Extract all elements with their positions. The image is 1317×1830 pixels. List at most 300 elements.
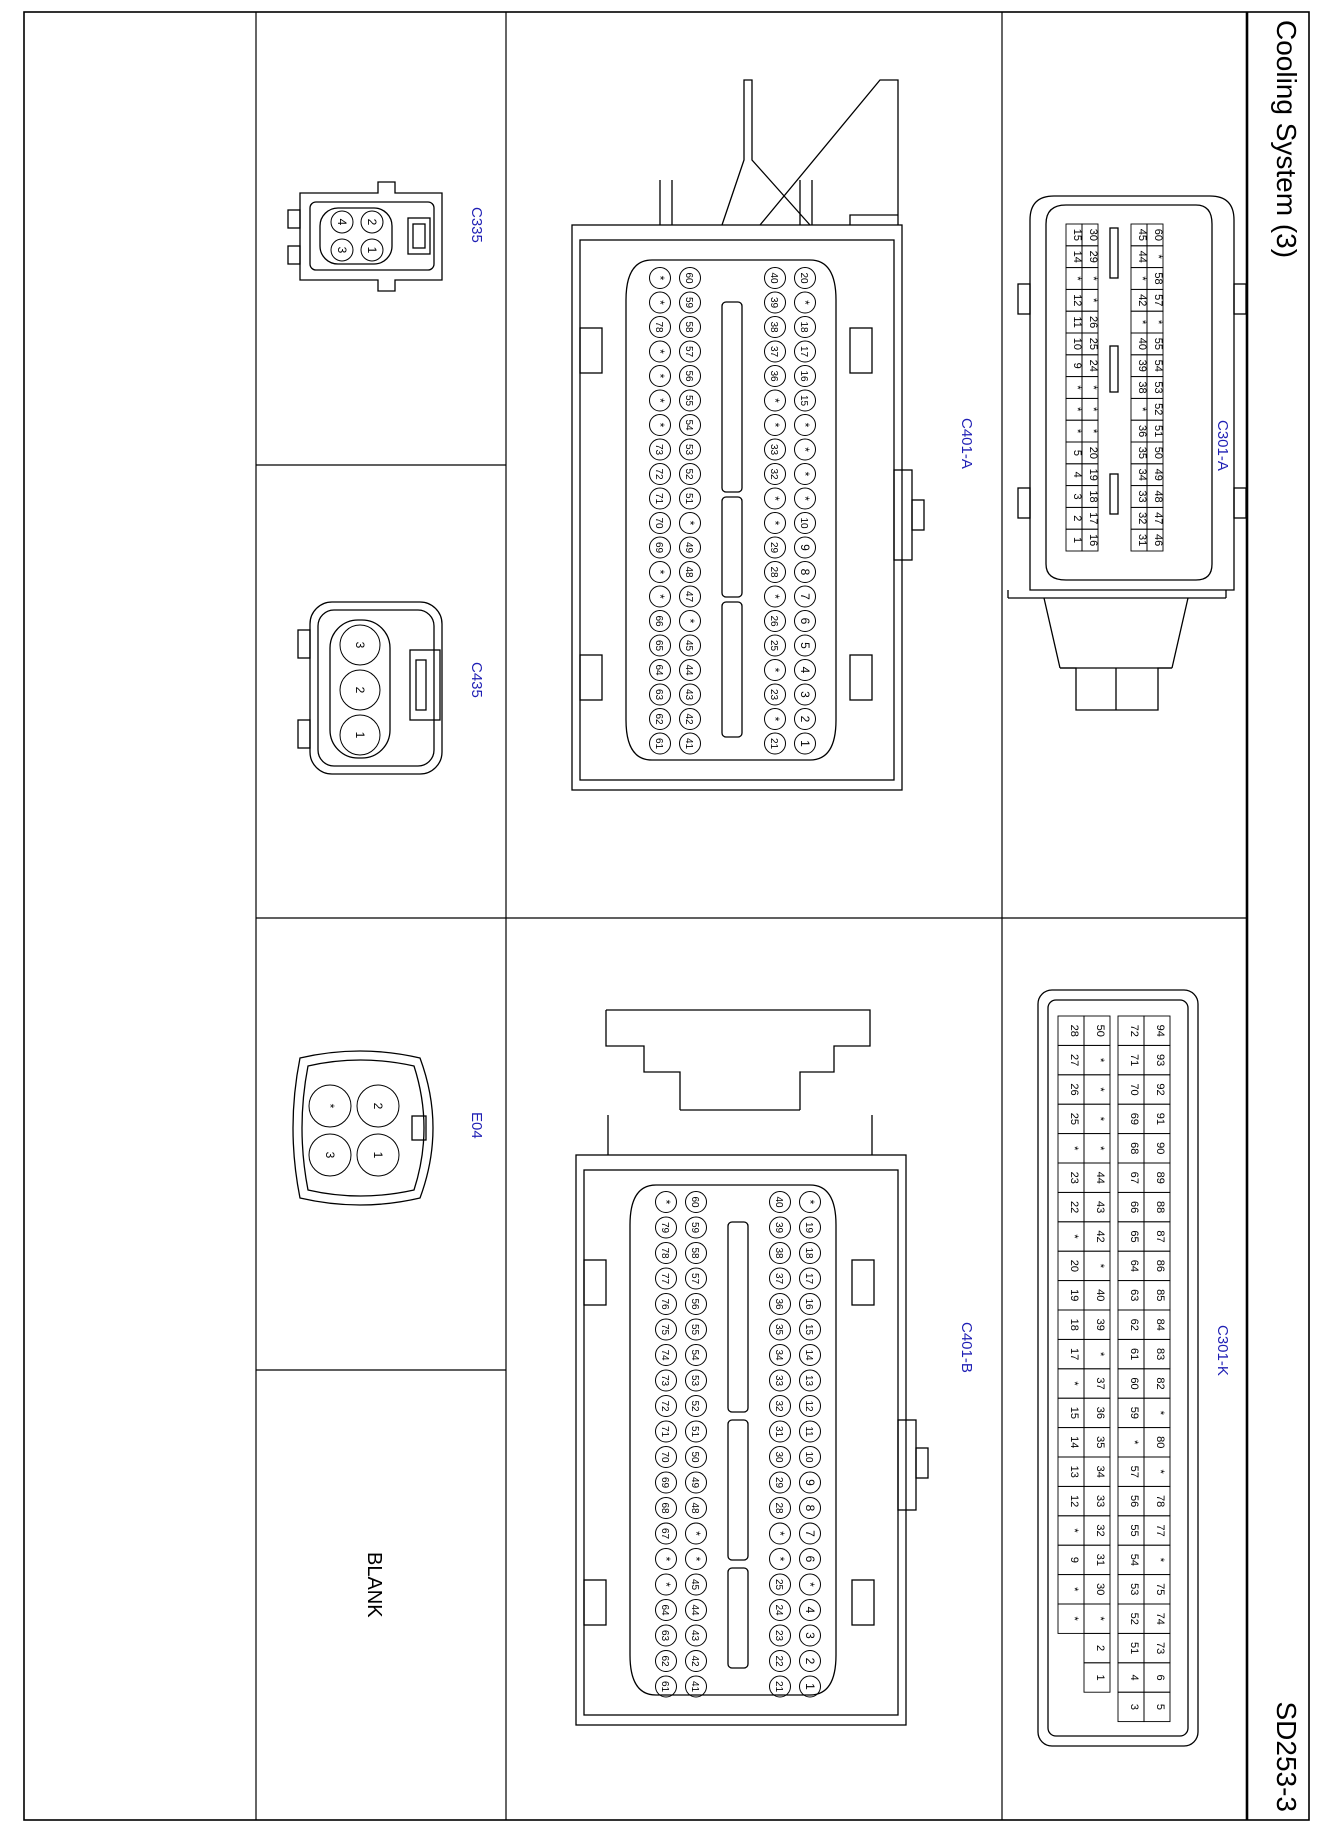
c401b-pin-label: 3 (803, 1632, 817, 1639)
c301a-cell-label: 30 (1087, 228, 1099, 242)
blank-label: BLANK (363, 1552, 385, 1618)
c401a-pin-label: 23 (768, 688, 779, 701)
c301k-cell-label: 54 (1128, 1553, 1140, 1567)
c401a-pin-label: 17 (798, 345, 809, 358)
c401b-pin-label: * (689, 1531, 703, 1536)
c301k-cell-label: * (1068, 1616, 1080, 1621)
c301k-cell-label: 30 (1094, 1583, 1106, 1596)
c435-label: C435 (468, 662, 485, 698)
c401b-pin-label: 59 (689, 1221, 700, 1234)
c401b-pin-label: 76 (659, 1298, 670, 1310)
c401b-body (576, 1010, 928, 1725)
c301a-cell-label: * (1087, 407, 1099, 412)
c301a-cell-label: 33 (1136, 490, 1148, 503)
c301k-cell-label: 92 (1154, 1083, 1166, 1096)
c301k-cell-label: * (1094, 1087, 1106, 1092)
c401a-pin-label: 70 (653, 517, 664, 529)
c301k-cell-label: 17 (1068, 1347, 1080, 1361)
c301k-cell-label: * (1068, 1234, 1080, 1239)
c301k-cell-label: 68 (1128, 1142, 1140, 1155)
c401a-pin-label: 52 (683, 468, 694, 480)
c401a-pin-label: 25 (768, 639, 779, 652)
c435-pins (340, 625, 380, 755)
c401b-pin-label: 11 (803, 1426, 814, 1437)
c301k-cell-label: 66 (1128, 1200, 1140, 1214)
c301k-cell-label: * (1094, 1616, 1106, 1621)
c401b-pin-label: * (659, 1582, 673, 1587)
c401a-pin-label: 6 (798, 617, 812, 625)
c401a-pin-label: 37 (768, 345, 779, 358)
c401b-pin-label: 37 (773, 1272, 784, 1285)
c401b-pin-label: * (659, 1556, 673, 1562)
c301k-cell-label: 51 (1128, 1641, 1140, 1655)
c401b-pin-label: 22 (773, 1655, 784, 1667)
c401b-pin-label: 72 (659, 1400, 670, 1412)
c301a-cell-label: 45 (1136, 228, 1148, 242)
c401b-pin-label: * (773, 1531, 787, 1536)
c301k-cell-label: 85 (1154, 1289, 1166, 1302)
c401a-pin-label: 5 (798, 642, 812, 649)
c401a-pin-label: 28 (768, 566, 779, 578)
c401b-pin-label: 44 (689, 1604, 700, 1616)
c301k-cell-label: 37 (1094, 1377, 1106, 1390)
c301a-cell-label: 57 (1152, 294, 1164, 307)
c335-pin-label: 1 (365, 246, 379, 254)
c401b-pin-label: 79 (659, 1221, 670, 1234)
c401b-pin-label: 38 (773, 1247, 784, 1259)
c301k-cell-label: 69 (1128, 1112, 1140, 1126)
c401a-pin-label: 78 (653, 321, 664, 333)
c401b-pin-label: 24 (773, 1604, 784, 1616)
c401a-pin-label: * (768, 422, 782, 428)
e04-pin-label: 3 (323, 1151, 337, 1159)
c401a-pin-label: 32 (768, 468, 779, 480)
c401a-pin-label: 71 (653, 492, 664, 505)
c401b-pin-label: 15 (803, 1323, 814, 1336)
c301a-cell-label: * (1136, 276, 1148, 281)
c401a-pin-label: 20 (798, 272, 809, 284)
c401b-pin-label: 52 (689, 1400, 700, 1412)
c401b-pin-label: 31 (773, 1425, 784, 1438)
c401a-pin-label: 57 (683, 345, 694, 358)
c401a-pin-label: 63 (653, 688, 664, 701)
c401a-pin-label: 7 (798, 593, 812, 600)
c301k-cell-label: 22 (1068, 1200, 1080, 1214)
c301k-cell-label: 83 (1154, 1347, 1166, 1361)
c401b-pin-label: * (659, 1199, 673, 1205)
c435-pin-label: 3 (353, 641, 367, 649)
c401a-pin-label: 15 (798, 394, 809, 407)
c301k-cell-label: * (1094, 1263, 1106, 1269)
c401b-pin-label: 67 (659, 1527, 670, 1540)
c401b-pin-label: 68 (659, 1502, 670, 1514)
c301a-cell-label: 51 (1152, 424, 1164, 438)
c301k-cell-label: 72 (1128, 1024, 1140, 1037)
c401a-pin-label: * (653, 373, 667, 379)
c401a-pin-label: 36 (768, 370, 779, 382)
c301k-cell-label: 64 (1128, 1259, 1140, 1273)
c401b-pin-label: 4 (803, 1606, 817, 1614)
c301k-cell-label: * (1154, 1557, 1166, 1563)
c401b-pin-label: 25 (773, 1578, 784, 1591)
e04-connector (293, 1051, 433, 1205)
c301k-cell-label: 57 (1128, 1465, 1140, 1478)
c301k-cell-label: * (1094, 1116, 1106, 1122)
c401b-pin-label: * (803, 1582, 817, 1587)
c301a-cell-label: 42 (1136, 294, 1148, 307)
c335-connector (288, 182, 442, 291)
c301k-cell-label: 60 (1128, 1377, 1140, 1390)
c401b-pin-label: 8 (803, 1504, 817, 1512)
c301a-cell-label: 2 (1071, 515, 1083, 522)
c301k-cell-label: 4 (1128, 1674, 1140, 1681)
c401b-pin-label: 73 (659, 1374, 670, 1387)
c301k-cell-label: 93 (1154, 1053, 1166, 1067)
c401a-pin-label: 62 (653, 713, 664, 725)
c301k-cell-label: 39 (1094, 1318, 1106, 1331)
c401a-pin-label: * (683, 618, 697, 624)
c335-pin-label: 4 (335, 218, 349, 226)
c301k-label: C301-K (1214, 1325, 1231, 1376)
c401b-pin-label: * (803, 1199, 817, 1205)
c401a-pin-label: 21 (768, 737, 779, 750)
c435-pin-label: 1 (353, 731, 367, 739)
page-code: SD253-3 (1271, 1701, 1302, 1812)
c401a-pin-label: * (768, 667, 782, 673)
c301a-cell-label: 48 (1152, 490, 1164, 503)
c301k-cell-label: 73 (1154, 1641, 1166, 1655)
c401b-pin-label: 58 (689, 1247, 700, 1259)
c401b-pin-label: 28 (773, 1502, 784, 1514)
c401b-pin-label: 19 (803, 1221, 814, 1234)
c301k-cell-label: 75 (1154, 1583, 1166, 1596)
c401a-pin-label: 65 (653, 639, 664, 652)
c301k-cell-label: 71 (1128, 1053, 1140, 1067)
c301k-cell-label: 9 (1068, 1556, 1080, 1563)
c301k-cell-label: 42 (1094, 1230, 1106, 1243)
c401b-pin-label: 53 (689, 1374, 700, 1387)
c401b-pin-label: 13 (803, 1374, 814, 1387)
c301k-cell-label: 63 (1128, 1289, 1140, 1302)
c301k-cell-label: 94 (1154, 1024, 1166, 1037)
c401b-pin-label: 45 (689, 1578, 700, 1591)
c401b-pin-label: 2 (803, 1657, 817, 1665)
e04-pin-label: 2 (371, 1102, 385, 1110)
c301a-cell-label: 36 (1136, 424, 1148, 438)
c301k-cell-label: 40 (1094, 1289, 1106, 1302)
c401a-pins (650, 268, 816, 755)
c401b-pin-label: 21 (773, 1680, 784, 1693)
c401b-pin-label: 54 (689, 1349, 700, 1361)
c335-pins (331, 211, 383, 261)
c401a-pin-label: 44 (683, 664, 694, 676)
c401a-pin-label: 51 (683, 492, 694, 505)
c401a-pin-label: * (768, 520, 782, 526)
c401b-pin-label: 17 (803, 1272, 814, 1285)
e04-pin-label: * (323, 1103, 337, 1109)
c301k-cell-label: * (1068, 1381, 1080, 1386)
c401a-pin-label: * (798, 300, 812, 305)
c301k-cell-label: 5 (1154, 1703, 1166, 1710)
c401b-pin-label: 1 (803, 1683, 817, 1690)
c301k-cell-label: 62 (1128, 1318, 1140, 1331)
c301a-cell-label: 54 (1152, 359, 1164, 372)
c401b-pin-label: 35 (773, 1323, 784, 1336)
c301a-cell-label: 12 (1071, 294, 1083, 307)
c401b-pin-label: 77 (659, 1272, 670, 1285)
c301a-cell-label: 55 (1152, 337, 1164, 351)
c301k-cell-label: * (1068, 1146, 1080, 1151)
c401b-pin-label: 60 (689, 1196, 700, 1208)
c301a-cell-label: 4 (1071, 471, 1083, 478)
c401b-pin-label: 9 (803, 1479, 817, 1486)
c301k-cell-label: 23 (1068, 1171, 1080, 1184)
c401b-pin-label: 7 (803, 1530, 817, 1537)
c301a-cell-label: * (1071, 276, 1083, 281)
c401a-pin-label: 55 (683, 394, 694, 407)
c401a-pin-label: 61 (653, 737, 664, 750)
c301a-cell-label: * (1136, 319, 1148, 325)
c301a-cell-label: * (1071, 428, 1083, 434)
c301a-label: C301-A (1214, 420, 1231, 471)
c301a-cell-label: 46 (1152, 533, 1164, 547)
c301k-cell-label: 67 (1128, 1171, 1140, 1184)
c401a-pin-label: 72 (653, 468, 664, 480)
c301a-cell-label: 29 (1087, 250, 1099, 263)
c301a-cell-label: * (1087, 298, 1099, 303)
c301k-cell-label: 80 (1154, 1436, 1166, 1449)
c401b-pin-label: 70 (659, 1451, 670, 1463)
c301k-cell-label: 26 (1068, 1083, 1080, 1096)
c301a-cell-label: 38 (1136, 381, 1148, 394)
c401b-pin-label: 74 (659, 1349, 670, 1361)
c401a-pin-label: 10 (798, 517, 809, 529)
c301k-cell-label: 43 (1094, 1200, 1106, 1214)
c301k-cell-label: 18 (1068, 1318, 1080, 1331)
c301k-cell-label: 53 (1128, 1583, 1140, 1596)
c401a-pin-label: 29 (768, 541, 779, 554)
c301k-cell-label: * (1068, 1528, 1080, 1533)
c401a-pin-label: 16 (798, 370, 809, 382)
c401a-pin-label: * (798, 496, 812, 501)
c301a-cell-label: 20 (1087, 446, 1099, 460)
c301a-cell-label: * (1152, 319, 1164, 325)
c301a-cell-label: 9 (1071, 362, 1083, 369)
c401a-pin-label: * (653, 275, 667, 281)
c401b-pins (656, 1192, 821, 1698)
c301a-cell-label: 34 (1136, 468, 1148, 481)
c401a-pin-label: 38 (768, 321, 779, 333)
c301k-cell-label: 13 (1068, 1465, 1080, 1478)
c401a-pin-label: 49 (683, 541, 694, 554)
c301a-cell-label: 53 (1152, 381, 1164, 394)
c301a-cell-label: 40 (1136, 337, 1148, 351)
c301a-cell-label: 44 (1136, 250, 1148, 263)
c301k-cell-label: 78 (1154, 1494, 1166, 1508)
c401b-label: C401-B (958, 1322, 975, 1373)
c401a-pin-label: 26 (768, 615, 779, 627)
c301a-grid (1066, 224, 1164, 551)
c401a-pin-label: 41 (683, 737, 694, 750)
c401a-pin-label: * (798, 447, 812, 452)
c301k-cell-label: 27 (1068, 1053, 1080, 1067)
c401b-pin-label: 29 (773, 1476, 784, 1489)
c401a-pin-label: 66 (653, 615, 664, 627)
c301k-cell-label: 31 (1094, 1553, 1106, 1567)
c401a-pin-label: 18 (798, 321, 809, 333)
c301k-grid (1058, 1016, 1170, 1722)
c301k-cell-label: 2 (1094, 1645, 1106, 1652)
c401b-pin-label: 36 (773, 1298, 784, 1310)
c301a-cell-label: 19 (1087, 468, 1099, 481)
c301k-cell-label: 34 (1094, 1465, 1106, 1478)
c401a-pin-label: 45 (683, 639, 694, 652)
c401b-pin-label: 30 (773, 1451, 784, 1463)
c301a-cell-label: * (1071, 407, 1083, 412)
c401a-pin-label: * (653, 569, 667, 575)
c401a-pin-label: 42 (683, 713, 694, 725)
c401b-pin-label: 69 (659, 1476, 670, 1489)
c401a-pin-label: 73 (653, 443, 664, 456)
c401b-pin-label: 64 (659, 1604, 670, 1616)
c401b-pin-label: 39 (773, 1221, 784, 1234)
c401b-pin-label: 18 (803, 1247, 814, 1259)
c301k-cell-label: 88 (1154, 1200, 1166, 1214)
c401a-pin-label: * (653, 594, 667, 599)
c301a-cell-label: 10 (1071, 337, 1083, 351)
c301k-cell-label: * (1128, 1440, 1140, 1445)
c401a-pin-label: 58 (683, 321, 694, 333)
c301k-cell-label: 50 (1094, 1024, 1106, 1037)
c301a-cell-label: 50 (1152, 446, 1164, 460)
c401b-pin-label: 49 (689, 1476, 700, 1489)
c401b-pin-label: 10 (803, 1451, 814, 1463)
c401b-pin-label: * (689, 1556, 703, 1562)
c301a-cell-label: 18 (1087, 490, 1099, 503)
c301k-cell-label: 70 (1128, 1083, 1140, 1096)
c401b-pin-label: 61 (659, 1680, 670, 1693)
c401b-pin-label: 12 (803, 1400, 814, 1412)
c301k-cell-label: 3 (1128, 1703, 1140, 1710)
c301a-cell-label: 60 (1152, 228, 1164, 242)
c401b-pin-label: 6 (803, 1555, 817, 1563)
c301a-cell-label: 24 (1087, 359, 1099, 372)
c401b-pin-label: 78 (659, 1247, 670, 1259)
c301k-cell-label: 65 (1128, 1230, 1140, 1243)
c401a-pin-label: * (768, 496, 782, 501)
c301a-cell-label: * (1087, 428, 1099, 434)
c401b-pin-label: 16 (803, 1298, 814, 1310)
c301k-cell-label: 35 (1094, 1436, 1106, 1449)
c401a-pin-label: * (653, 422, 667, 428)
c301k-cell-label: 90 (1154, 1142, 1166, 1155)
c401b-pin-label: 34 (773, 1349, 784, 1361)
c401b-pin-label: 23 (773, 1629, 784, 1642)
c401a-pin-label: 48 (683, 566, 694, 578)
c401b-pin-label: 48 (689, 1502, 700, 1514)
c301k-cell-label: 15 (1068, 1406, 1080, 1420)
c301k-cell-label: 14 (1068, 1436, 1080, 1449)
c301k-cell-label: * (1094, 1146, 1106, 1151)
c301a-cell-label: 11 (1071, 316, 1083, 328)
c401a-pin-label: 1 (798, 740, 812, 747)
c401b-pin-label: 50 (689, 1451, 700, 1463)
c401a-pin-label: 43 (683, 688, 694, 701)
c401b-pin-label: * (773, 1556, 787, 1562)
c401a-pin-label: 69 (653, 541, 664, 554)
e04-pins (309, 1085, 399, 1176)
c401b-pin-label: 51 (689, 1425, 700, 1438)
c401a-pin-label: * (798, 422, 812, 428)
c301a-cell-label: * (1136, 407, 1148, 412)
c335-pin-label: 2 (365, 218, 379, 226)
c401a-pin-label: * (768, 716, 782, 722)
c401a-pin-label: 39 (768, 296, 779, 309)
c301a-cell-label: 32 (1136, 512, 1148, 525)
c401a-pin-label: 47 (683, 590, 694, 603)
c301k-cell-label: 6 (1154, 1674, 1166, 1681)
c301k-cell-label: 36 (1094, 1406, 1106, 1420)
c401b-pin-label: 75 (659, 1323, 670, 1336)
c301k-cell-label: 12 (1068, 1494, 1080, 1508)
c301k-cell-label: 74 (1154, 1612, 1166, 1625)
c301k-cell-label: 33 (1094, 1494, 1106, 1508)
c301k-cell-label: 56 (1128, 1494, 1140, 1508)
c301k-cell-label: 28 (1068, 1024, 1080, 1037)
c401b-pin-label: 41 (689, 1680, 700, 1693)
c301a-cell-label: * (1071, 385, 1083, 390)
c401b-pin-label: 33 (773, 1374, 784, 1387)
c401a-label: C401-A (958, 418, 975, 469)
c401a-pin-label: 9 (798, 544, 812, 551)
c401a-pin-label: 54 (683, 419, 694, 431)
c301k-cell-label: 19 (1068, 1289, 1080, 1302)
c301k-cell-label: 61 (1128, 1347, 1140, 1361)
c401b-pin-label: 62 (659, 1655, 670, 1667)
c401a-pin-label: 64 (653, 664, 664, 676)
c301k-cell-label: 86 (1154, 1259, 1166, 1273)
c335-pin-label: 3 (335, 246, 349, 254)
c401a-pin-label: * (798, 471, 812, 477)
c301a-cell-label: 47 (1152, 512, 1164, 525)
c301k-cell-label: 1 (1094, 1674, 1106, 1681)
c301a-cell-label: 31 (1136, 533, 1148, 547)
c301a-cell-label: 1 (1071, 537, 1083, 544)
c401b-pin-label: 32 (773, 1400, 784, 1412)
c301a-cell-label: * (1087, 385, 1099, 390)
c301a-cell-label: * (1087, 276, 1099, 281)
e04-label: E04 (468, 1112, 485, 1139)
c301k-cell-label: 20 (1068, 1259, 1080, 1273)
c301a-cell-label: 58 (1152, 272, 1164, 285)
c301a-cell-label: 49 (1152, 468, 1164, 481)
c301a-cell-label: * (1152, 254, 1164, 259)
c401a-pin-label: 4 (798, 666, 812, 674)
c401a-pin-label: * (683, 520, 697, 526)
c401b-pin-label: 63 (659, 1629, 670, 1642)
c401b-pin-label: 14 (803, 1349, 814, 1361)
c401b-pin-label: 40 (773, 1196, 784, 1208)
c301a-cell-label: 35 (1136, 446, 1148, 460)
c401a-pin-label: 40 (768, 272, 779, 284)
c335-label: C335 (468, 207, 485, 243)
c301a-cell-label: 26 (1087, 315, 1099, 329)
c301k-cell-label: 87 (1154, 1230, 1166, 1243)
c401b-pin-label: 42 (689, 1655, 700, 1667)
c301a-cell-label: 3 (1071, 493, 1083, 500)
e04-pin-label: 1 (371, 1151, 385, 1159)
c301k-cell-label: 89 (1154, 1171, 1166, 1184)
